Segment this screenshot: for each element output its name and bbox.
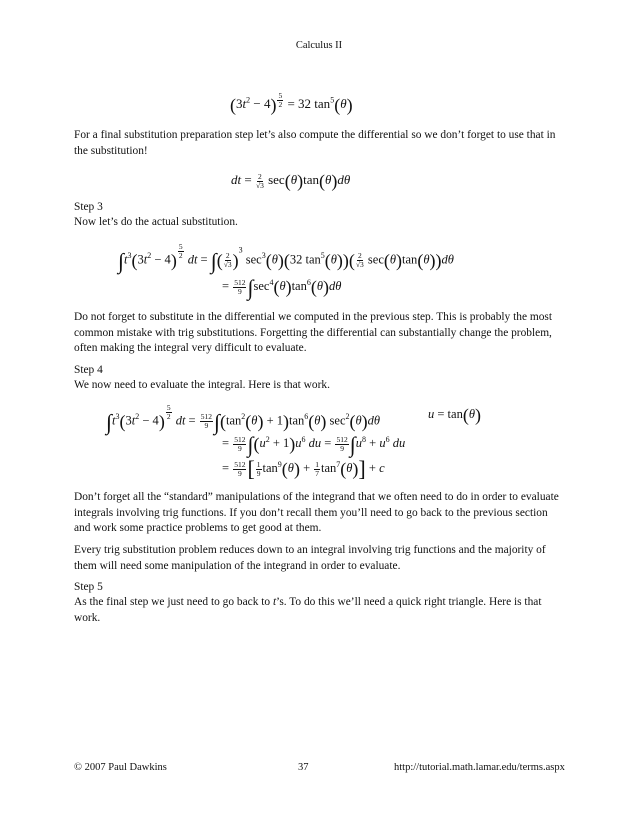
step-5-heading: Step 5 (74, 581, 103, 593)
equation-1-rhs: = 32 $\tan^5(\theta)$ (287, 95, 353, 115)
footer-copyright: © 2007 Paul Dawkins (74, 762, 167, 773)
paragraph-differential-intro: For a final substitution preparation step let’s also compute the differential so we don’t forget to use that in the substitution! (74, 129, 556, 157)
step-3-heading: Step 3 (74, 201, 103, 213)
step-5-intro-part-1: As the final step we just need to go back to (74, 596, 273, 608)
equation-3-line-1: $\int t^3(3t^2 - 4)$ $^{\frac{5}{2}}$ dt = ∫( $\frac{2}{√3}$ )$^3$ $\sec^3(\theta)(32$ $\tan^5(\theta)$)( $\frac{2}{√3}$ sec(θ)tan(θ))dθ (118, 242, 454, 274)
equation-4-line-3: = $\frac{512}{9}$ [ $\frac{1}{9}$ $\tan^9(\theta)$ + $\frac{1}{7}$ $\tan^7(\theta)] + c$ (222, 456, 385, 481)
step-4-intro: We now need to evaluate the integral. Here is that work. (74, 379, 330, 391)
equation-4-line-2: = $\frac{512}{9}$ $\int(u^2 + 1)u^6$ du = $\frac{512}{9}$ $\int u^8 + u^6$ du (222, 432, 406, 457)
paragraph-trig-substitution-summary: Every trig substitution problem reduces down to an integral involving trig functions and the majority of them will need some manipulation of the integrand in order to evaluate. (74, 544, 546, 572)
equation-3-line-2: = $\frac{512}{9}$ $\int\sec^4(\theta)\tan^6(\theta)d\theta$ (222, 275, 342, 300)
footer-url[interactable]: http://tutorial.math.lamar.edu/terms.aspx (394, 762, 565, 773)
page-header: Calculus II (295, 40, 343, 51)
equation-1: $(3t^2 - 4)$ $^{\frac{5}{2}}$ = 32 $\tan^5(\theta)$ (230, 91, 353, 115)
step-3-intro: Now let’s do the actual substitution. (74, 216, 238, 228)
substitution-note: u = tan(θ) (428, 405, 481, 425)
equation-4-line-1: $\int t^3(3t^2 - 4)$ $^{\frac{5}{2}}$ dt = $\frac{512}{9}$ $\int(\tan^2(\theta) + 1)\tan^6(\theta)$ $\sec^2(\theta)d\theta$ (106, 403, 381, 435)
equation-2: dt = $\frac{2}{√3}$ sec(θ)tan(θ)dθ (231, 171, 351, 191)
step-5-intro-variable: t (272, 596, 277, 608)
step-4-heading: Step 4 (74, 364, 103, 376)
footer-page-number: 37 (298, 762, 309, 773)
paragraph-standard-manipulations: Don’t forget all the “standard” manipulations of the integrand that we often need to do in order to evaluate integrals involving trig functions. If you don’t recall them you’ll need to go back to the previous section and work some practice problems to get good at them. (74, 491, 559, 534)
step-5-intro-part-2: ’s. To do this we’ll need a quick right triangle. Here is that work. (74, 596, 542, 624)
paragraph-differential-warning: Do not forget to substitute in the differential we computed in the previous step. This is probably the most common mistake with trig substitutions. Forgetting the differential can substantially change the problem, often making the integral very difficult to evaluate. (74, 311, 553, 354)
step-5-intro (74, 595, 566, 626)
